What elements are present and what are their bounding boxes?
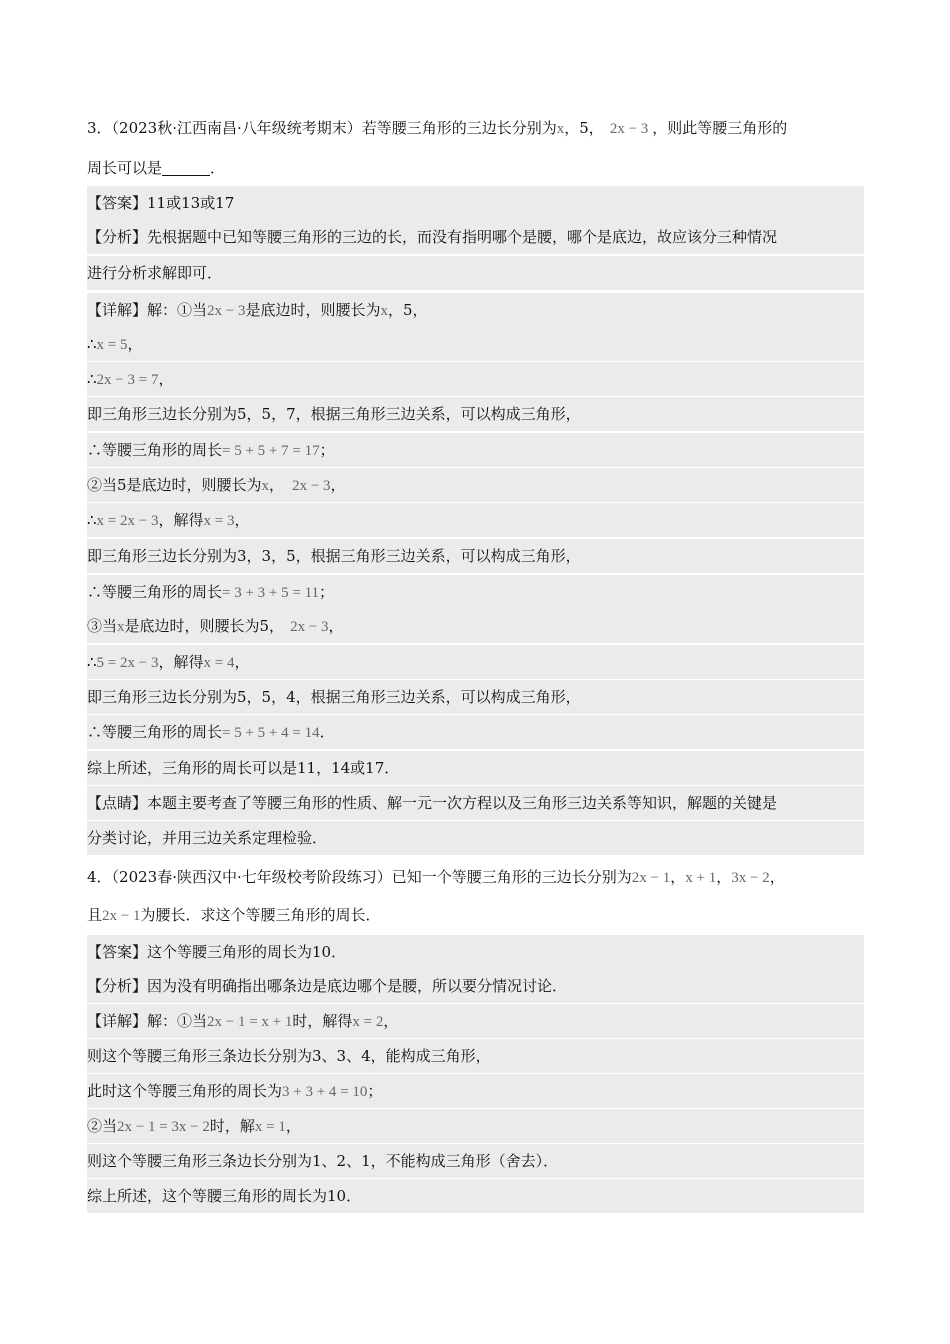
detail-text: ②当5是底边时，则腰长为: [87, 476, 262, 494]
detail-text: 即三角形三边长分别为3，3，5，根据三角形三边关系，可以构成三角形，: [87, 547, 581, 565]
analysis-text: 进行分析求解即可．: [87, 264, 223, 282]
detail-text: 是底边时，则腰长为5，: [124, 617, 285, 635]
detail-text: ．: [319, 723, 335, 741]
math-expression: x = 3: [203, 513, 235, 529]
detail-text: ，: [234, 653, 250, 671]
math-expression: 2x − 3: [292, 478, 331, 494]
q3-detail-4: [87, 397, 864, 431]
detail-text: ，: [285, 1117, 301, 1135]
q3-detail-9: [87, 575, 864, 609]
detail-text: 是底边时，则腰长为: [245, 301, 381, 319]
math-expression: 5 = 2x − 3: [96, 655, 159, 671]
detail-text: ，5，: [388, 301, 428, 319]
detail-text: ，解得: [158, 511, 204, 529]
detail-text: ；: [319, 583, 335, 601]
answer-blank: [162, 157, 210, 176]
q4-detail-3: [87, 1074, 864, 1108]
math-expression: 3 + 3 + 4 = 10: [282, 1084, 368, 1100]
point-text: 【点睛】本题主要考查了等腰三角形的性质、解一元一次方程以及三角形三边关系等知识，解题的关键是: [87, 794, 778, 812]
q4-stem-text: ，: [670, 868, 686, 886]
q4-detail-4: [87, 1109, 864, 1143]
conclusion-text: 综上所述，三角形的周长可以是11，14或17．: [87, 759, 400, 777]
detail-text: 则这个等腰三角形三条边长分别为1、2、1，不能构成三角形（舍去）．: [87, 1152, 559, 1170]
math-x: x: [380, 303, 388, 319]
detail-text: ；: [367, 1082, 383, 1100]
therefore-symbol: ∴: [87, 653, 97, 671]
q3-detail-8: [87, 539, 864, 573]
q3-detail-13: [87, 715, 864, 749]
answer-text: 【答案】这个等腰三角形的周长为10．: [87, 943, 347, 961]
math-expression: 2x − 3 = 7: [96, 372, 159, 388]
detail-text: 【详解】解：①当: [87, 1012, 208, 1030]
detail-text: ，: [158, 370, 174, 388]
math-expression: 2x − 3: [290, 619, 329, 635]
detail-text: ，: [127, 335, 143, 353]
q3-detail-1: [87, 293, 864, 327]
math-expression: 2x − 3: [609, 121, 649, 137]
analysis-text: 【分析】因为没有明确指出哪条边是底边哪个是腰，所以要分情况讨论．: [87, 977, 568, 995]
detail-text: ∴等腰三角形的周长: [87, 441, 223, 459]
analysis-text: 【分析】先根据题中已知等腰三角形的三边的长，而没有指明哪个是腰，哪个是底边，故应该分三种情况: [87, 228, 778, 246]
math-expression: = 5 + 5 + 7 = 17: [222, 443, 320, 459]
detail-text: ，: [328, 617, 344, 635]
q4-stem-line1: [87, 860, 864, 894]
q3-stem-text: 3．（2023秋·江西南昌·八年级统考期末）若等腰三角形的三边长分别为: [87, 119, 557, 137]
q3-point-line2: [87, 821, 864, 855]
detail-text: ②当: [87, 1117, 118, 1135]
q3-detail-5: [87, 433, 864, 467]
q3-detail-12: [87, 680, 864, 714]
q3-detail-10: [87, 609, 864, 643]
detail-text: ，: [234, 511, 250, 529]
q3-answer: [87, 186, 864, 220]
math-expression: 2x − 3: [207, 303, 246, 319]
math-expression: 2x − 1 = 3x − 2: [117, 1119, 210, 1135]
therefore-symbol: ∴: [87, 370, 97, 388]
detail-text: ∴等腰三角形的周长: [87, 723, 223, 741]
math-expression: 2x − 1: [631, 870, 671, 886]
detail-text: ，解得: [158, 653, 204, 671]
q4-stem-text: 且: [87, 906, 103, 924]
math-expression: x + 1: [685, 870, 717, 886]
q3-detail-3: [87, 362, 864, 396]
q4-stem-line2: [87, 898, 864, 932]
detail-text: ③当: [87, 617, 118, 635]
therefore-symbol: ∴: [87, 511, 97, 529]
q3-stem-line1: [87, 111, 864, 145]
q3-detail-14: [87, 751, 864, 785]
q3-stem-text: ．: [210, 159, 226, 177]
therefore-symbol: ∴: [87, 335, 97, 353]
q4-stem-text: 为腰长．求这个等腰三角形的周长．: [140, 906, 381, 924]
q4-answer: [87, 935, 864, 969]
q4-analysis: [87, 969, 864, 1003]
q4-detail-6: [87, 1179, 864, 1213]
q3-point-line1: [87, 786, 864, 820]
detail-text: 时，解得: [292, 1012, 353, 1030]
math-x: x: [556, 121, 565, 137]
q3-stem-line2: [87, 151, 864, 185]
q3-detail-11: [87, 645, 864, 679]
q4-stem-text: ，: [769, 868, 785, 886]
math-expression: 2x − 1 = x + 1: [207, 1014, 293, 1030]
math-x: x: [261, 478, 270, 494]
detail-text: 即三角形三边长分别为5，5，4，根据三角形三边关系，可以构成三角形，: [87, 688, 581, 706]
q3-detail-6: [87, 468, 864, 502]
q4-detail-5: [87, 1144, 864, 1178]
math-expression: 3x − 2: [731, 870, 770, 886]
detail-text: 此时这个等腰三角形的周长为: [87, 1082, 283, 1100]
q4-detail-2: [87, 1039, 864, 1073]
detail-text: 【详解】解：①当: [87, 301, 208, 319]
point-text: 分类讨论，并用三边关系定理检验．: [87, 829, 328, 847]
q4-stem-text: 4．（2023春·陕西汉中·七年级校考阶段练习）已知一个等腰三角形的三边长分别为: [87, 868, 632, 886]
math-expression: = 5 + 5 + 4 = 14: [222, 725, 320, 741]
q3-analysis-line2: [87, 256, 864, 290]
q3-analysis-line1: [87, 220, 864, 254]
q3-detail-7: [87, 503, 864, 537]
q4-detail-1: [87, 1004, 864, 1038]
math-expression: x = 2: [352, 1014, 384, 1030]
detail-text: 即三角形三边长分别为5，5，7，根据三角形三边关系，可以构成三角形，: [87, 405, 581, 423]
math-expression: x = 4: [203, 655, 235, 671]
math-expression: x = 2x − 3: [96, 513, 159, 529]
math-expression: x = 1: [254, 1119, 286, 1135]
q3-stem-text: ，5，: [564, 119, 604, 137]
math-expression: = 3 + 3 + 5 = 11: [222, 585, 320, 601]
detail-text: 则这个等腰三角形三条边长分别为3、3、4，能构成三角形，: [87, 1047, 491, 1065]
math-x: x: [117, 619, 125, 635]
answer-text: 【答案】11或13或17: [87, 194, 235, 212]
math-expression: x = 5: [96, 337, 128, 353]
detail-text: ，: [383, 1012, 399, 1030]
detail-text: ∴等腰三角形的周长: [87, 583, 223, 601]
math-expression: 2x − 1: [102, 908, 141, 924]
q3-stem-text: 周长可以是: [87, 159, 163, 177]
detail-text: ，: [330, 476, 346, 494]
q3-stem-text: ，则此等腰三角形的: [652, 119, 788, 137]
detail-text: ，: [269, 476, 285, 494]
q3-detail-2: [87, 327, 864, 361]
conclusion-text: 综上所述，这个等腰三角形的周长为10．: [87, 1187, 362, 1205]
detail-text: ；: [319, 441, 335, 459]
detail-text: 时，解: [209, 1117, 255, 1135]
q4-stem-text: ，: [716, 868, 732, 886]
